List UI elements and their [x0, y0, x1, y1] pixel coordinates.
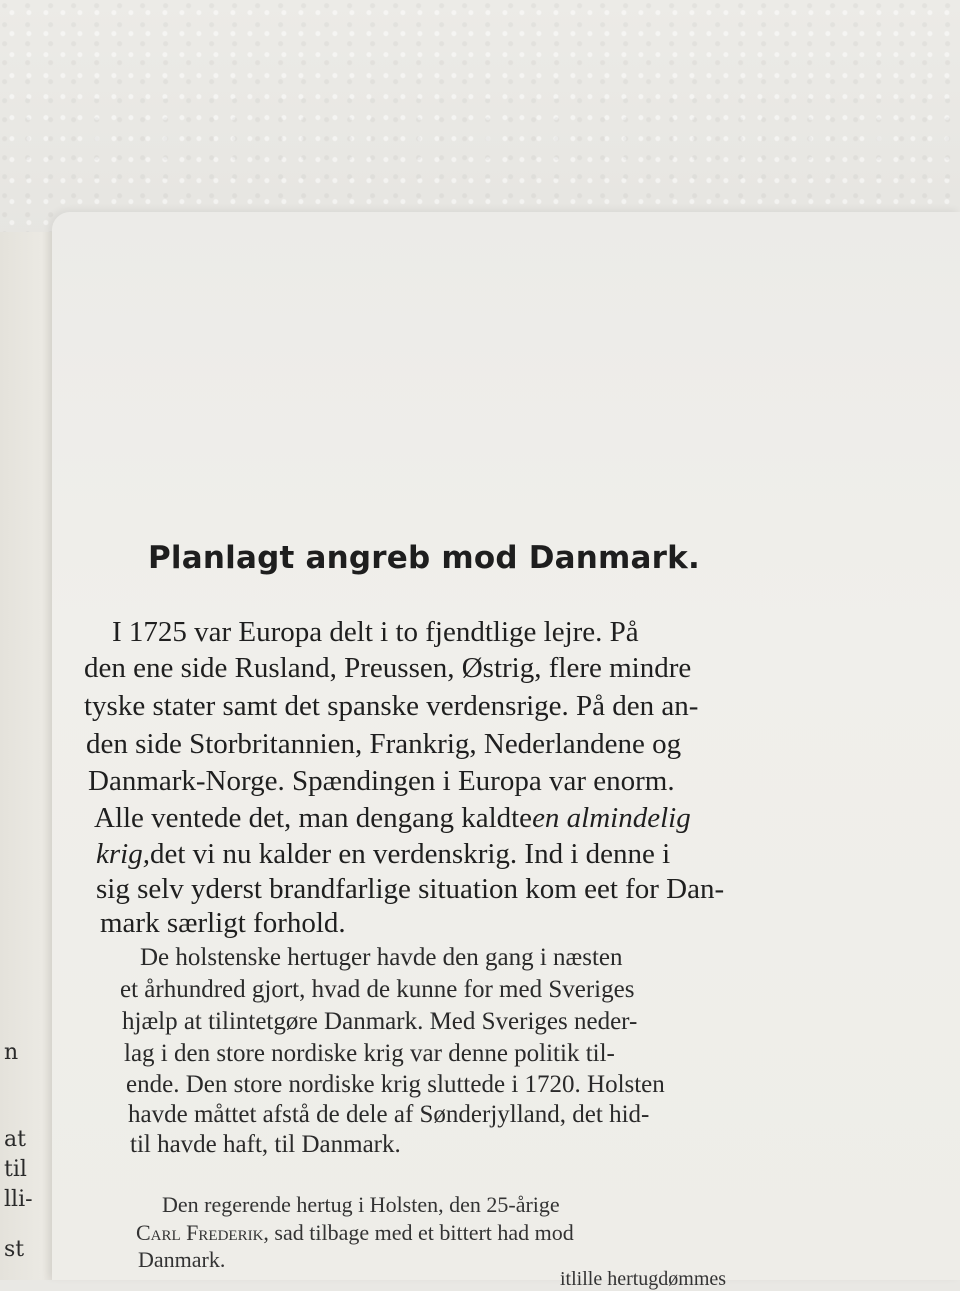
left-page-fragment: n: [4, 1040, 19, 1065]
text-line: hjælp at tilintetgøre Danmark. Med Sveriges neder-: [122, 1008, 638, 1035]
text-line: til havde haft, til Danmark.: [130, 1131, 401, 1158]
text-line: Danmark-Norge. Spændingen i Europa var enorm.: [88, 765, 675, 797]
page-heading: Planlagt angreb mod Danmark.: [148, 540, 700, 576]
text-line: Den regerende hertug i Holsten, den 25-årige: [162, 1192, 560, 1217]
text-line: et århundred gjort, hvad de kunne for med Sveriges: [120, 976, 635, 1003]
text-line: sig selv yderst brandfarlige situation kom eet for Dan-: [96, 873, 725, 905]
left-page-fragment: lli-: [4, 1187, 33, 1212]
text-line: havde måttet afstå de dele af Sønderjylland, det hid-: [128, 1101, 650, 1128]
text-line: I 1725 var Europa delt i to fjendtlige lejre. På: [112, 616, 639, 648]
text-line: ende. Den store nordiske krig sluttede i 1720. Holsten: [126, 1071, 665, 1098]
left-page-fragment: til: [4, 1157, 27, 1182]
left-page-fragment: st: [4, 1237, 25, 1262]
text-line: krig,det vi nu kalder en verdenskrig. Ind i denne i: [96, 838, 671, 870]
text-line: lag i den store nordiske krig var denne politik til-: [124, 1040, 615, 1067]
text-line: Danmark.: [138, 1247, 226, 1272]
text-line: Alle ventede det, man dengang kaldteen almindelig: [94, 802, 691, 834]
text-line: den ene side Rusland, Preussen, Østrig, flere mindre: [84, 652, 692, 684]
text-line: tyske stater samt det spanske verdensrige. På den an-: [84, 690, 699, 722]
text-line: itlille hertugdømmes: [560, 1268, 727, 1290]
text-line: den side Storbritannien, Frankrig, Nederlandene og: [86, 728, 682, 760]
text-line: Carl Frederik, sad tilbage med et bittert had mod: [136, 1220, 574, 1245]
text-line: De holstenske hertuger havde den gang i næsten: [140, 944, 623, 971]
text-line: mark særligt forhold.: [100, 907, 346, 939]
left-page-fragment: at: [4, 1127, 26, 1152]
background-wall: [0, 0, 960, 240]
